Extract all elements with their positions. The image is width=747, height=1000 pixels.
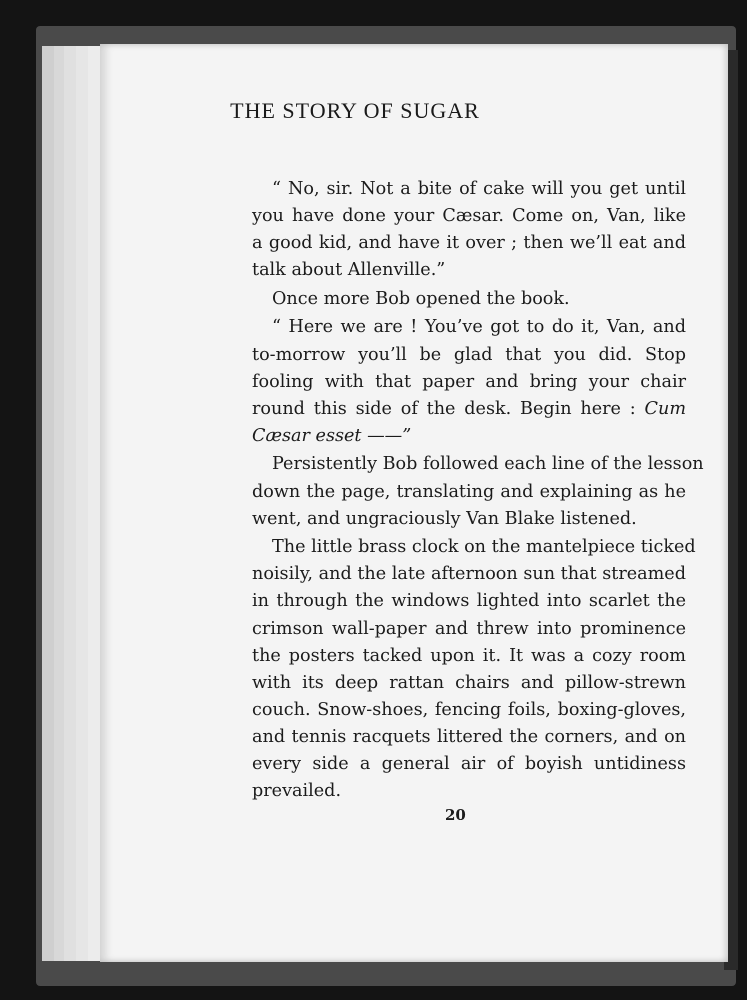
- text-line: “ Here we are ! You’ve got to do it, Van, and: [272, 317, 686, 338]
- text-line: prevailed.: [252, 781, 342, 802]
- page-number: 20: [445, 806, 466, 824]
- text-line: couch. Snow-shoes, fencing foils, boxing-gloves,: [252, 699, 686, 720]
- italic-text: Cum: [644, 398, 687, 419]
- body-text: [232, 176, 704, 807]
- text-line-segment: round this side of the desk. Begin here :: [252, 398, 636, 419]
- text-line: fooling with that paper and bring your chair: [252, 371, 686, 392]
- paragraph: [232, 451, 704, 532]
- paragraph: [232, 314, 686, 449]
- text-line: you have done your Cæsar. Come on, Van, like: [252, 206, 686, 227]
- text-line: [232, 423, 686, 450]
- text-line: to-morrow you’ll be glad that you did. Stop: [252, 344, 686, 365]
- text-line: with its deep rattan chairs and pillow-strewn: [252, 672, 686, 693]
- paragraph: [232, 176, 686, 284]
- text-line: “ No, sir. Not a bite of cake will you get until: [272, 179, 686, 199]
- text-line: The little brass clock on the mantelpiece ticked: [272, 537, 696, 558]
- text-line: crimson wall-paper and threw into prominence: [252, 618, 686, 639]
- text-line: in through the windows lighted into scarlet the: [252, 591, 686, 612]
- italic-text: Cæsar: [252, 425, 310, 446]
- text-line: a good kid, and have it over ; then we’ll eat and: [252, 233, 686, 254]
- text-line: [232, 396, 686, 423]
- text-line: talk about Allenville.”: [252, 260, 446, 281]
- text-line: Once more Bob opened the book.: [272, 288, 570, 309]
- paragraph: [232, 534, 696, 805]
- paragraph: [232, 286, 686, 313]
- text-line: and tennis racquets littered the corners, and on: [252, 726, 686, 747]
- text-line: down the page, translating and explaining as he: [252, 481, 686, 502]
- text-line: the posters tacked upon it. It was a cozy room: [252, 645, 686, 666]
- text-line: went, and ungraciously Van Blake listened.: [252, 508, 637, 529]
- text-line: Persistently Bob followed each line of the lesson: [272, 454, 704, 475]
- text-line: noisily, and the late afternoon sun that streamed: [252, 564, 686, 585]
- text-line-segment: esset ——”: [315, 425, 412, 446]
- text-line: every side a general air of boyish untidiness: [252, 753, 686, 774]
- running-head: THE STORY OF SUGAR: [230, 98, 480, 123]
